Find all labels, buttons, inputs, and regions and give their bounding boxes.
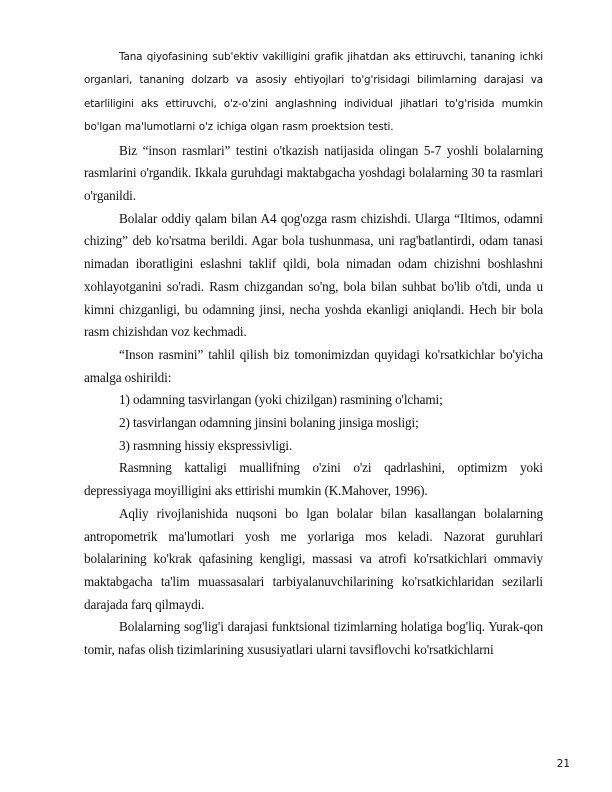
list-item: 2) tasvirlangan odamning jinsini bolaning jinsiga mosligi;: [119, 415, 419, 431]
list-item: 3) rasmning hissiy ekspressivligi.: [119, 437, 293, 453]
page-number: 21: [556, 758, 570, 770]
paragraph-health: Bolalarning sog'lig'i darajasi funktsional tizimlarning holatiga bog'liq. Yurak-qon tomir, nafas olish tizimlarining xususiyatlari ularni tavsiflovchi ko'rsatkichlarni: [84, 619, 543, 658]
paragraph-procedure: Bolalar oddiy qalam bilan A4 qog'ozga rasm chizishdi. Ularga “Iltimos, odamni chizing” deb ko'rsatma berildi. Agar bola tushunmasa, uni rag'batlantirdi, odam tanasi nimadan iboratligini eslashni taklif qildi, bola nimadan odam chizishni boshlashni xohlayotganini so'radi. Rasm chizgandan so'ng, bola bilan suhbat bo'lib o'tdi, unda u kimni chizganligi, bu odamning jinsi, necha yoshda ekanligi aniqlandi. Hech bir bola rasm chizishdan voz kechmadi.: [84, 210, 543, 340]
document-body: [84, 46, 543, 662]
paragraph-analysis-intro: “Inson rasmini” tahlil qilish biz tomonimizdan quyidagi ko'rsatkichlar bo'yicha amalga oshirildi:: [84, 346, 543, 385]
paragraph-drawing-size: Rasmning kattaligi muallifning o'zini o'zi qadrlashini, optimizm yoki depressiyaga moyilligini aks ettirishi mumkin (K.Mahover, 1996).: [84, 460, 543, 499]
paragraph-study-sample: Biz “inson rasmlari” testini o'tkazish natijasida olingan 5-7 yoshli bolalarning rasmlarini o'rgandik. Ikkala guruhdagi maktabgacha yoshdagi bolalarning 30 ta rasmlari o'rganildi.: [84, 142, 543, 204]
paragraph-test-description: Tana qiyofasining sub'ektiv vakilligini grafik jihatdan aks ettiruvchi, tananing ichki organlari, tananing dolzarb va asosiy ehtiyojlari to'g'risidagi bilimlarning darajasi va etarliligini aks ettiruvchi, o'z-o'zini anglashning individual jihatlari to'g'risida mumkin bo'lgan ma'lumotlarni o'z ichiga olgan rasm proektsion testi.: [84, 51, 543, 134]
paragraph-anthropometric: Aqliy rivojlanishida nuqsoni bo lgan bolalar bilan kasallangan bolalarning antropometrik ma'lumotlari yosh me yorlariga mos keladi. Nazorat guruhlari bolalarining ko'krak qafasining kengligi, massasi va atrofi ko'rsatkichlari ommaviy maktabgacha ta'lim muassasalari tarbiyalanuvchilarining ko'rsatkichlaridan sezilarli darajada farq qilmaydi.: [84, 505, 543, 612]
list-item: 1) odamning tasvirlangan (yoki chizilgan) rasmining o'lchami;: [119, 392, 443, 408]
